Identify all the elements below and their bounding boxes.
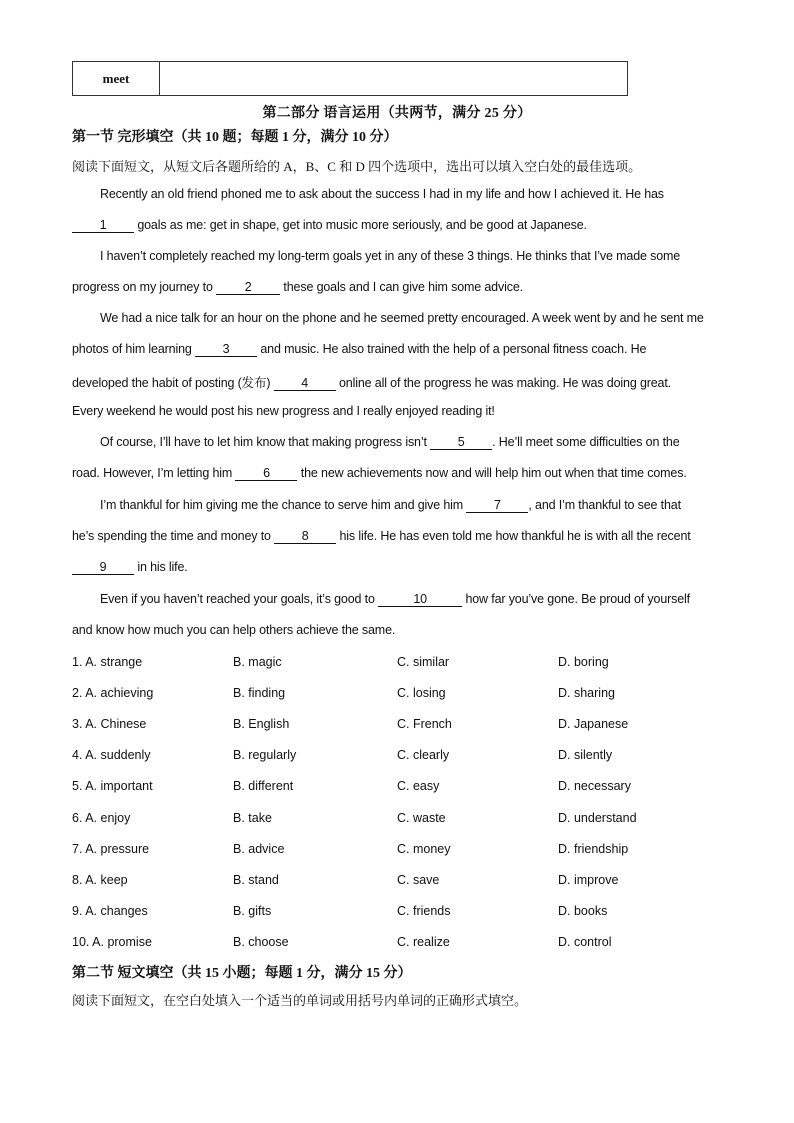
passage-line xyxy=(72,466,724,481)
blank-6: 6 xyxy=(235,467,297,481)
option-c: C. French xyxy=(397,717,452,731)
option-d: D. boring xyxy=(558,655,609,669)
passage-text: these goals and I can give him some advice. xyxy=(280,280,523,294)
blank-2: 2 xyxy=(216,281,280,295)
option-a: 9. A. changes xyxy=(72,904,148,918)
passage-text: goals as me: get in shape, get into music more seriously, and be good at Japanese. xyxy=(134,218,587,232)
option-row-4 xyxy=(72,748,724,766)
blank-7: 7 xyxy=(466,499,528,513)
passage-text: Recently an old friend phoned me to ask about the success I had in my life and how I achieved it. He has xyxy=(100,187,664,201)
option-c: C. friends xyxy=(397,904,451,918)
option-d: D. improve xyxy=(558,873,619,887)
option-b: B. magic xyxy=(233,655,282,669)
option-row-3 xyxy=(72,717,724,735)
option-d: D. Japanese xyxy=(558,717,629,731)
blank-3: 3 xyxy=(195,343,257,357)
section1-instruction: 阅读下面短文，从短文后各题所给的 A，B、C 和 D 四个选项中，选出可以填入空白处的最佳选项。 xyxy=(72,159,642,174)
option-a: 4. A. suddenly xyxy=(72,748,151,762)
option-row-9 xyxy=(72,904,724,922)
option-a: 5. A. important xyxy=(72,779,153,793)
blank-5: 5 xyxy=(430,436,492,450)
answer-table xyxy=(72,61,628,96)
option-a: 2. A. achieving xyxy=(72,686,154,700)
option-d: D. books xyxy=(558,904,608,918)
option-d: D. control xyxy=(558,935,612,949)
option-b: B. regularly xyxy=(233,748,297,762)
passage-line xyxy=(72,560,724,575)
option-a: 7. A. pressure xyxy=(72,842,150,856)
part-title: 第二部分 语言运用（共两节，满分 25 分） xyxy=(262,106,532,121)
option-b: B. different xyxy=(233,779,294,793)
passage-line xyxy=(72,280,724,295)
option-b: B. take xyxy=(233,811,272,825)
option-b: B. gifts xyxy=(233,904,272,918)
passage-line xyxy=(100,249,724,263)
option-row-10 xyxy=(72,935,724,953)
option-c: C. realize xyxy=(397,935,450,949)
passage-line xyxy=(100,311,724,325)
passage-text: Of course, I’ll have to let him know that making progress isn’t xyxy=(100,435,431,449)
passage-line xyxy=(100,498,724,513)
passage-line xyxy=(72,342,724,357)
passage-text: developed the habit of posting (发布) xyxy=(72,376,274,390)
option-row-2 xyxy=(72,686,724,704)
blank-10: 10 xyxy=(378,593,462,607)
passage-line xyxy=(100,435,724,450)
option-b: B. stand xyxy=(233,873,279,887)
option-b: B. English xyxy=(233,717,290,731)
section1-title: 第一节 完形填空（共 10 题；每题 1 分，满分 10 分） xyxy=(72,130,398,145)
blank-4: 4 xyxy=(274,377,336,391)
passage-text: photos of him learning xyxy=(72,342,196,356)
passage-line xyxy=(72,623,724,637)
option-row-6 xyxy=(72,811,724,829)
passage-line xyxy=(72,404,724,418)
option-a: 1. A. strange xyxy=(72,655,143,669)
passage-text: the new achievements now and will help him out when that time comes. xyxy=(297,466,687,480)
option-row-8 xyxy=(72,873,724,891)
passage-text: We had a nice talk for an hour on the phone and he seemed pretty encouraged. A week went by and he sent me xyxy=(100,311,704,325)
option-a: 6. A. enjoy xyxy=(72,811,131,825)
option-row-5 xyxy=(72,779,724,797)
option-c: C. waste xyxy=(397,811,446,825)
option-d: D. understand xyxy=(558,811,637,825)
option-a: 10. A. promise xyxy=(72,935,152,949)
section2-title: 第二节 短文填空（共 15 小题；每题 1 分，满分 15 分） xyxy=(72,966,412,981)
passage-text: Even if you haven’t reached your goals, it’s good to xyxy=(100,592,379,606)
passage-text: road. However, I’m letting him xyxy=(72,466,236,480)
passage-line xyxy=(72,218,724,233)
option-a: 3. A. Chinese xyxy=(72,717,147,731)
table-blank-cell xyxy=(160,62,628,96)
option-c: C. losing xyxy=(397,686,446,700)
passage-text: how far you’ve gone. Be proud of yourself xyxy=(462,592,690,606)
blank-8: 8 xyxy=(274,530,336,544)
option-c: C. save xyxy=(397,873,440,887)
passage-text: Every weekend he would post his new progress and I really enjoyed reading it! xyxy=(72,404,495,418)
passage-text: he’s spending the time and money to xyxy=(72,529,275,543)
passage-text: and music. He also trained with the help of a personal fitness coach. He xyxy=(257,342,647,356)
option-row-7 xyxy=(72,842,724,860)
passage-text: in his life. xyxy=(134,560,188,574)
option-d: D. necessary xyxy=(558,779,631,793)
passage-text: I haven’t completely reached my long-term goals yet in any of these 3 things. He thinks that I’ve made some xyxy=(100,249,681,263)
passage-line xyxy=(100,187,724,201)
passage-text: . He’ll meet some difficulties on the xyxy=(492,435,680,449)
passage-text: and know how much you can help others achieve the same. xyxy=(72,623,396,637)
passage-line xyxy=(72,373,724,391)
table-row xyxy=(73,62,628,96)
option-a: 8. A. keep xyxy=(72,873,128,887)
option-b: B. choose xyxy=(233,935,289,949)
passage-text: , and I’m thankful to see that xyxy=(528,498,681,512)
passage-text: online all of the progress he was making. He was doing great. xyxy=(335,376,672,390)
option-c: C. easy xyxy=(397,779,440,793)
option-c: C. money xyxy=(397,842,451,856)
option-c: C. clearly xyxy=(397,748,450,762)
blank-9: 9 xyxy=(72,561,134,575)
option-d: D. sharing xyxy=(558,686,615,700)
passage-text: I’m thankful for him giving me the chance to serve him and give him xyxy=(100,498,467,512)
passage-line xyxy=(100,592,724,607)
table-word-cell: meet xyxy=(73,62,160,96)
option-c: C. similar xyxy=(397,655,450,669)
passage-text: his life. He has even told me how thankful he is with all the recent xyxy=(336,529,691,543)
option-b: B. advice xyxy=(233,842,285,856)
option-b: B. finding xyxy=(233,686,286,700)
option-d: D. silently xyxy=(558,748,613,762)
option-row-1 xyxy=(72,655,724,673)
option-d: D. friendship xyxy=(558,842,629,856)
passage-line xyxy=(72,529,724,544)
passage-text: progress on my journey to xyxy=(72,280,217,294)
blank-1: 1 xyxy=(72,219,134,233)
section2-instruction: 阅读下面短文，在空白处填入一个适当的单词或用括号内单词的正确形式填空。 xyxy=(72,993,528,1008)
